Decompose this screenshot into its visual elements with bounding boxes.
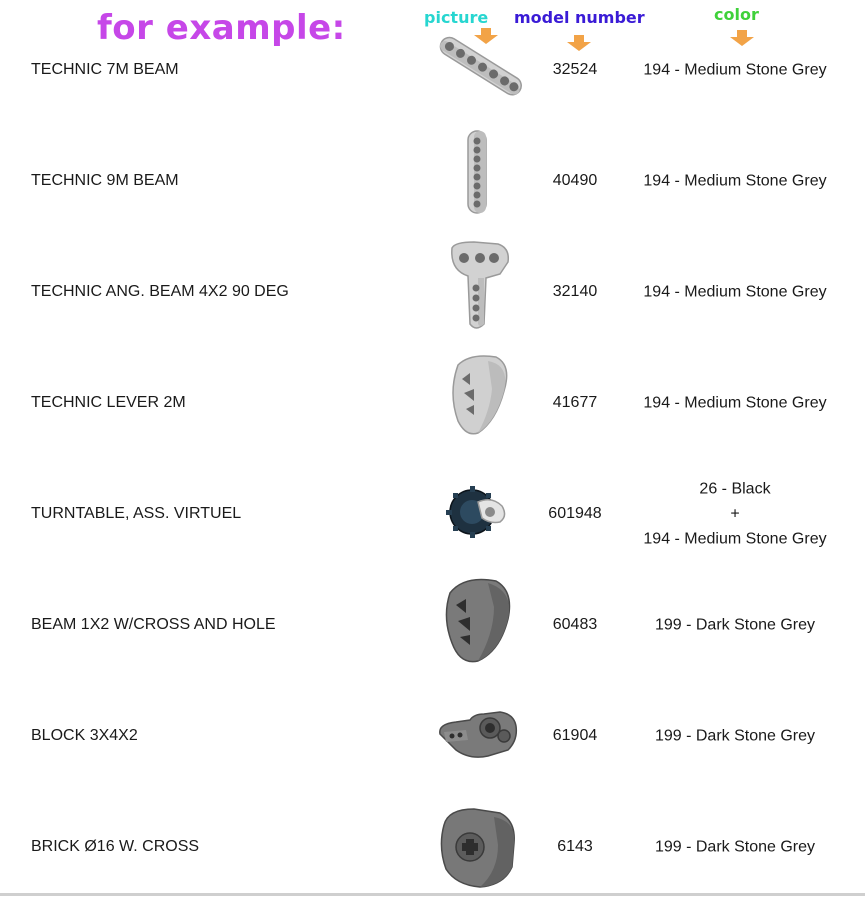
technic-9m-beam-icon [430,129,530,232]
color-line: 199 - Dark Stone Grey [654,727,816,744]
color-line: 194 - Medium Stone Grey [643,283,827,300]
model-number: 61904 [552,726,598,744]
color-value [620,279,850,304]
table-row [0,791,865,902]
color-line: 199 - Dark Stone Grey [654,616,816,633]
model-number: 6143 [557,837,593,855]
table-row [0,569,865,680]
table-row [0,125,865,236]
table-row [0,347,865,458]
part-name: BRICK Ø16 W. CROSS [31,837,200,855]
column-header-color: color [714,5,759,24]
table-row [0,458,865,569]
model-number: 40490 [552,171,598,189]
color-line: 199 - Dark Stone Grey [654,838,816,855]
part-name: TECHNIC 9M BEAM [31,171,179,189]
color-value [620,834,850,859]
part-name: TECHNIC 7M BEAM [31,60,179,78]
part-name: TECHNIC LEVER 2M [31,393,186,411]
column-header-picture: picture [424,8,489,27]
model-number: 60483 [552,615,598,633]
color-line: 194 - Medium Stone Grey [643,172,827,189]
beam-cross-hole-icon [430,573,530,676]
part-name: TECHNIC ANG. BEAM 4X2 90 DEG [31,282,289,300]
table-row [0,680,865,791]
part-name: TURNTABLE, ASS. VIRTUEL [31,504,242,522]
model-number: 32524 [552,60,598,78]
color-line: 26 - Black [699,480,771,497]
turntable-icon [430,462,530,565]
lever-icon [430,351,530,454]
angled-beam-icon [430,240,530,343]
color-line: 194 - Medium Stone Grey [643,61,827,78]
part-name: BEAM 1X2 W/CROSS AND HOLE [31,615,276,633]
color-value [620,723,850,748]
model-number: 32140 [552,282,598,300]
block-icon [430,684,530,787]
table-row [0,236,865,347]
color-value [620,476,850,551]
technic-7m-beam-icon [430,18,530,121]
table-row [0,14,865,125]
column-header-model-number: model number [514,8,645,27]
model-number: 601948 [548,504,602,522]
color-line: + [730,505,740,522]
color-value [620,57,850,82]
round-brick-icon [430,795,530,898]
color-value [620,168,850,193]
part-name: BLOCK 3X4X2 [31,726,138,744]
color-value [620,390,850,415]
color-line: 194 - Medium Stone Grey [643,394,827,411]
page-title: for example: [97,8,346,48]
color-value [620,612,850,637]
color-line: 194 - Medium Stone Grey [643,530,827,547]
model-number: 41677 [552,393,598,411]
